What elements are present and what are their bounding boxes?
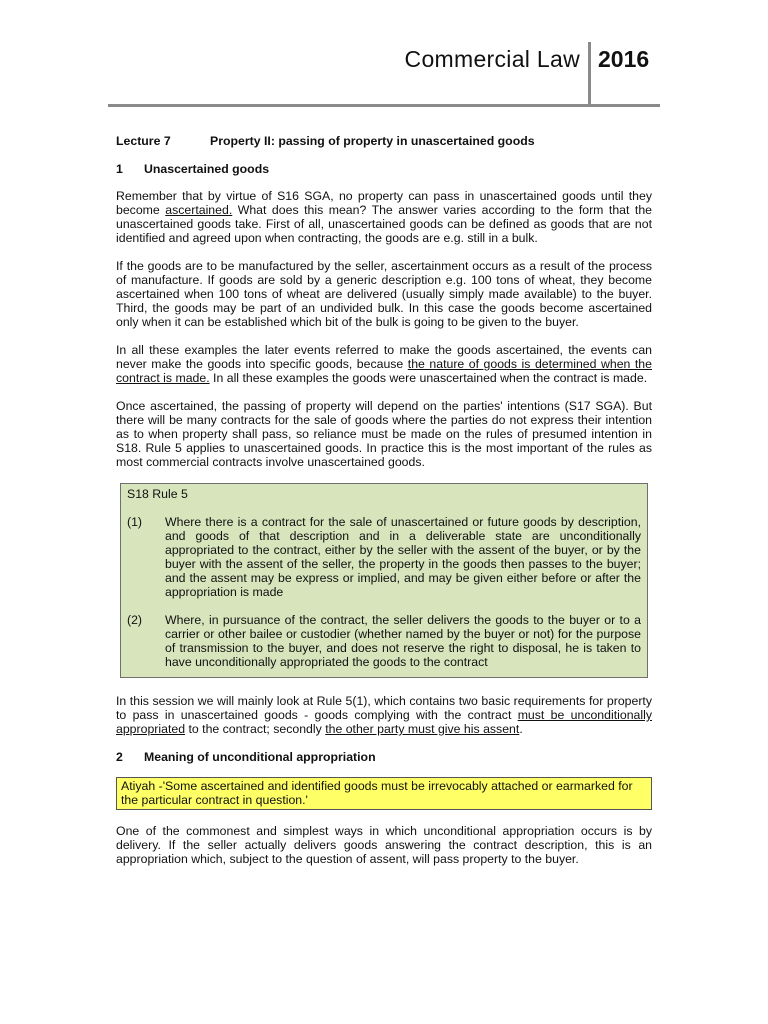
section-2-heading (116, 750, 652, 764)
paragraph-intention: Once ascertained, the passing of property will depend on the parties' intentions (S17 SGA). But there will be many contracts for the sale of goods where the parties do not express their intention as to when property shall pass, so reliance must be made on the rules of presumed intention in S18. Rule 5 applies to unascertained goods. In practice this is the most important of the rules as most commercial contracts involve unascertained goods. (116, 399, 652, 469)
underlined-phrase: the nature of goods is determined when the contract is made. (116, 357, 652, 385)
rule-item-number: (1) (127, 515, 143, 529)
text-run: In all these examples the later events referred to make the goods ascertained, the events can never make the goods into specific goods, because (116, 343, 652, 371)
underlined-phrase: must be unconditionally appropriated (116, 708, 652, 736)
rule-item-number: (2) (127, 613, 143, 627)
paragraph-session (116, 694, 652, 736)
text-run: to the contract; secondly (185, 722, 326, 736)
lecture-title: Property II: passing of property in unascertained goods (210, 134, 535, 148)
header-title: Commercial Law (404, 46, 580, 72)
atiyah-quote-box: Atiyah -'Some ascertained and identified goods must be irrevocably attached or earmarked for the particular contract in question.' (116, 777, 652, 810)
text-run: . (519, 722, 523, 736)
paragraph-specific-goods (116, 343, 652, 385)
text-run: In this session we will mainly look at Rule 5(1), which contains two basic requirements for property to pass in unascertained goods - goods complying with the contract (116, 694, 652, 722)
lecture-heading (116, 134, 652, 148)
rule-5-box (120, 483, 648, 678)
text-run: In all these examples the goods were unascertained when the contract is made. (209, 371, 648, 385)
underlined-term: ascertained. (165, 203, 233, 217)
rule-item-text: Where, in pursuance of the contract, the seller delivers the goods to the buyer or to a carrier or other bailee or custodier (whether named by the buyer or not) for the purpose of transmission to the buyer, and does not reserve the right to disposal, he is taken to have unconditionally appropriated the goods to the contract (165, 613, 641, 669)
document-body (116, 134, 652, 880)
underlined-phrase: the other party must give his assent (325, 722, 520, 736)
rule-item (127, 515, 641, 599)
paragraph-manufacture: If the goods are to be manufactured by the seller, ascertainment occurs as a result of the process of manufacture. If goods are sold by a generic description e.g. 100 tons of wheat, they become ascertained when 100 tons of wheat are delivered (usually simply made available) to the buyer. Third, the goods may be part of an undivided bulk. In this case the goods become ascertained only when it can be established which bit of the bulk is going to be given to the buyer. (116, 259, 652, 329)
section-1-heading (116, 162, 652, 176)
paragraph-ascertained (116, 189, 652, 245)
section-1-title: Unascertained goods (144, 162, 270, 176)
text-run: Remember that by virtue of S16 SGA, no property can pass in unascertained goods until they become (116, 189, 652, 217)
rule-item-text: Where there is a contract for the sale of unascertained or future goods by description, and goods of that description and in a deliverable state are unconditionally appropriated to the contract, either by the seller with the assent of the buyer, or by the buyer with the assent of the seller, the property in the goods then passes to the buyer; and the assent may be express or implied, and may be given either before or after the appropriation is made (165, 515, 641, 599)
rule-box-title: S18 Rule 5 (127, 487, 188, 501)
header-year: 2016 (598, 46, 650, 72)
section-2-number: 2 (116, 750, 123, 764)
paragraph-delivery: One of the commonest and simplest ways in which unconditional appropriation occurs is by delivery. If the seller actually delivers goods answering the contract description, this is an appropriation which, subject to the question of assent, will pass property to the buyer. (116, 824, 652, 866)
text-run: What does this mean? The answer varies according to the form that the unascertained goods take. First of all, unascertained goods can be defined as goods that are not identified and agreed upon when contracting, the goods are e.g. still in a bulk. (116, 203, 652, 245)
lecture-number: Lecture 7 (116, 134, 171, 148)
section-1-number: 1 (116, 162, 123, 176)
section-2-title: Meaning of unconditional appropriation (144, 750, 376, 764)
header-divider (588, 42, 591, 104)
rule-item (127, 613, 641, 669)
document-header (108, 42, 660, 107)
